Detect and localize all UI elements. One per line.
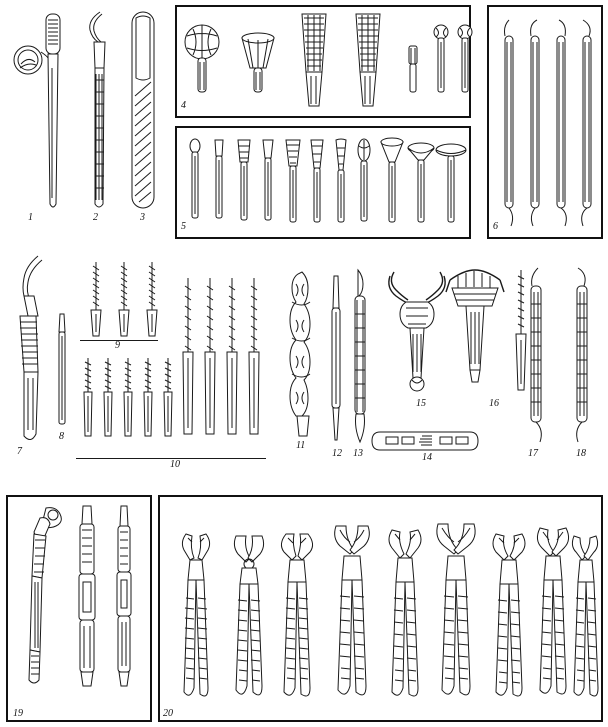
probe-4	[575, 14, 599, 230]
file-upper-2	[202, 276, 218, 440]
serrated-blade-instrument	[288, 268, 318, 440]
label-8: 8	[59, 431, 64, 442]
label-16: 16	[489, 398, 499, 409]
bur-round-1	[432, 22, 450, 94]
label-3: 3	[140, 212, 145, 223]
handpiece-contra-angle	[20, 502, 66, 690]
reamer-3	[142, 258, 162, 340]
file-lower-4	[140, 356, 156, 440]
label-6: 6	[493, 221, 498, 232]
file-upper-4	[246, 276, 262, 440]
probe-1	[497, 14, 521, 230]
polishing-point-7	[329, 136, 353, 228]
dental-tweezers	[8, 252, 54, 448]
file-lower-3	[120, 356, 136, 440]
mouth-mirror	[10, 8, 70, 213]
label-17: 17	[528, 448, 538, 459]
label-5: 5	[181, 221, 186, 232]
file-upper-1	[180, 276, 196, 440]
label-20: 20	[163, 708, 173, 719]
file-lower-2	[100, 356, 116, 440]
label-11: 11	[296, 440, 306, 451]
label-12: 12	[332, 448, 342, 459]
dental-explorer	[74, 8, 120, 213]
polishing-cup-9	[378, 136, 406, 228]
forceps-9	[566, 530, 606, 710]
file-upper-3	[224, 276, 240, 440]
matrix-band-strip	[372, 428, 478, 454]
polishing-point-6	[305, 136, 329, 228]
periodontal-curette	[524, 264, 548, 446]
reamer-1	[86, 258, 106, 340]
double-ended-carver	[350, 266, 370, 446]
handpiece-slim	[112, 502, 138, 690]
bristle-brush-right	[346, 10, 390, 110]
small-chisel	[54, 310, 70, 432]
handpiece-straight	[72, 502, 102, 690]
polishing-point-5	[281, 136, 305, 228]
label-18: 18	[576, 448, 586, 459]
label-9: 9	[115, 340, 120, 351]
sickle-scaler	[570, 264, 594, 446]
label-4: 4	[181, 100, 186, 111]
file-lower-5	[160, 356, 176, 440]
forceps-4	[326, 518, 380, 710]
polishing-point-2	[209, 136, 229, 224]
polishing-disc-10	[406, 136, 436, 228]
probe-2	[523, 14, 547, 230]
label-13: 13	[353, 448, 363, 459]
label-10: 10	[170, 459, 180, 470]
cement-spatula	[122, 8, 164, 213]
label-14: 14	[422, 452, 432, 463]
bur-inverted-cone	[238, 26, 278, 94]
polishing-wheel-11	[434, 136, 468, 228]
forceps-5	[380, 524, 432, 710]
forceps-6	[428, 518, 484, 710]
polishing-point-4	[257, 136, 279, 226]
bristle-brush-left	[292, 10, 336, 110]
reamer-2	[114, 258, 134, 340]
forceps-1	[172, 528, 226, 710]
forceps-3	[272, 528, 326, 710]
label-1: 1	[28, 212, 33, 223]
file-lower-1	[80, 356, 96, 440]
bur-cylinder-small	[404, 42, 422, 94]
matrix-retainer-right	[440, 266, 510, 386]
forceps-2	[224, 526, 278, 710]
label-2: 2	[93, 212, 98, 223]
label-19: 19	[13, 708, 23, 719]
probe-3	[549, 14, 573, 230]
polishing-point-3	[233, 136, 255, 226]
fine-probe	[328, 272, 344, 444]
polishing-point-1	[185, 136, 205, 224]
bur-round-head	[185, 22, 219, 94]
polishing-point-8	[353, 136, 375, 228]
label-7: 7	[17, 446, 22, 457]
label-15: 15	[416, 398, 426, 409]
bur-round-2	[456, 22, 474, 94]
